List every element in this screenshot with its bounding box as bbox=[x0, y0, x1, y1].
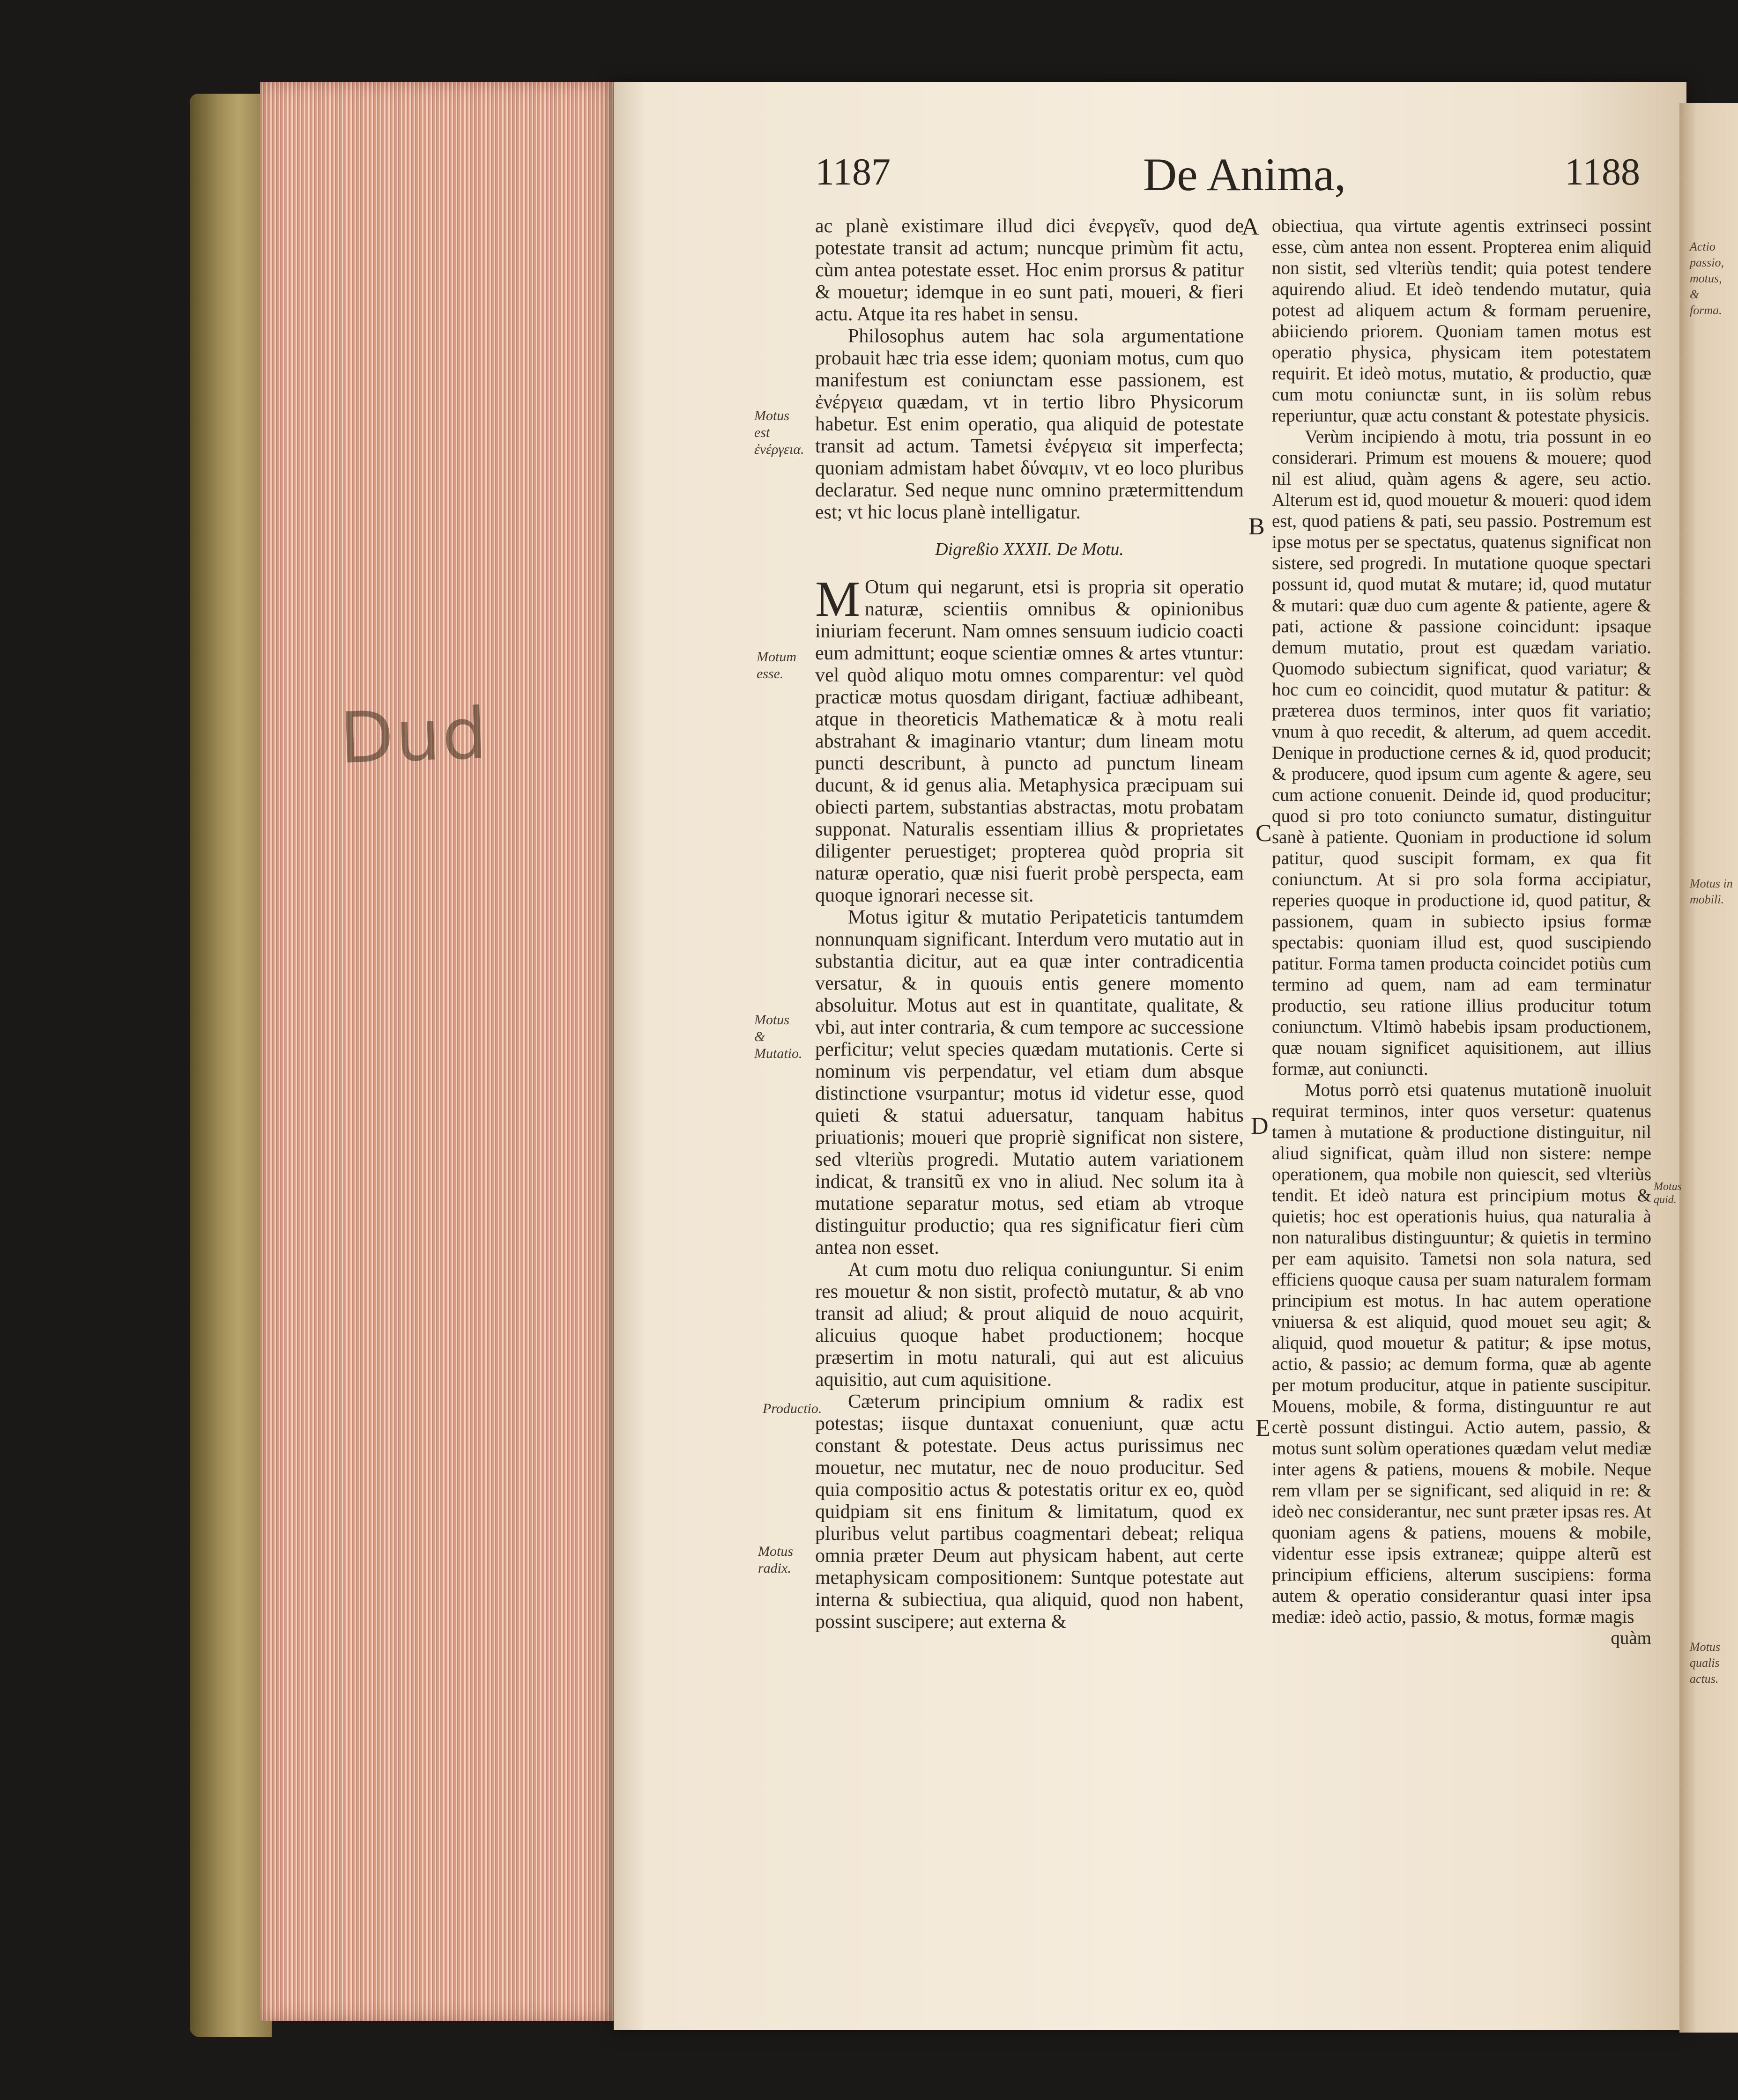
next-page-note: Motus in mobili. bbox=[1690, 877, 1733, 906]
ownership-mark: Dud bbox=[338, 693, 490, 780]
margin-note: Motum esse. bbox=[757, 649, 796, 681]
paragraph-text: Otum qui negarunt, etsi is propria sit operatio naturæ, scientiis omnibus & opinionibus iniuriam fecerunt. Nam omnes sensuum iudicio coacti eum admittunt; eoque scientiæ omnes & artes vtuntur: vel quòd aliquo motu omnes comparentur: vel quòd practicæ motus quosdam dirigant, factiuæ adhibeant, atque in theoreticis Mathematicæ & à motu reali abstrahant & imaginario vtantur; dum lineam motu puncti describunt, à puncto ad punctum lineam ducunt, & id genus alia. Metaphysica præcipuam sui obiecti partem, substantias abstractas, motu probatam supponat. Naturalis essentiam illius & proprietates diligenter peruestiget; propterea quòd propria sit naturæ operatio, quæ nisi fuerit probè perspecta, eam quoque ignorari necesse sit. bbox=[815, 577, 1244, 906]
catchword: quàm bbox=[1611, 1628, 1651, 1648]
page-edges bbox=[260, 82, 616, 2021]
paragraph: Philosophus autem hac sola argumentatione probauit hæc tria esse idem; quoniam motus, cum quo manifestum est coniunctam esse passionem, est ἐνέργεια quædam, vt in tertio libro Physicorum habetur. Est enim operatio, qua aliquid de potestate transit ad actum. Tametsi ἐνέργεια sit imperfecta; quoniam admistam habet δύναμιν, vt eo loco pluribus declaratur. Sed neque nunc omnino prætermittendum est; vt hic locus planè intelligatur. bbox=[815, 325, 1244, 523]
section-letter: D bbox=[1251, 1113, 1269, 1139]
drop-cap: M bbox=[815, 571, 861, 627]
paragraph: ac planè existimare illud dici ἐνεργεῖν, quod de potestate transit ad actum; nuncque primùm fit actu, cùm antea potestate esset. Hoc enim prorsus & patitur & mouetur; idemque in eo sunt pati, moueri, & fieri actu. Atque ita res habet in sensu. bbox=[815, 215, 1244, 325]
text-column-right bbox=[1272, 215, 1651, 1649]
book-cover-edge bbox=[190, 94, 272, 2037]
paragraph: obiectiua, qua virtute agentis extrinseci possint esse, cùm antea non essent. Propterea enim aliquid non sistit, sed vlteriùs tendit; quia potest tendere aquirendo aliud. Et ideò tendendo mutatur, quia potest ad aliquem actum & formam peruenire, abiiciendo priorem. Quoniam tamen motus est operatio physica, physicam item potestatem requirit. Et ideò motus, mutatio, & productio, quæ cum motu coniunctæ sunt, in iis solùm rebus reperiuntur, quæ actu constant & potestate physicis. bbox=[1272, 216, 1651, 426]
text-column-left bbox=[815, 215, 1244, 1633]
next-page-note: Motus qualis actus. bbox=[1690, 1640, 1720, 1686]
margin-note: Productio. bbox=[763, 1401, 822, 1416]
paragraph: Motus porrò etsi quatenus mutationẽ inuoluit requirat terminos, inter quos versetur: quatenus tamen à mutatione & productione distinguitur, nil aliud significat, quàm illud non sistere: nempe operationem, qua mobile non quiescit, sed vlteriùs tendit. Et ideò natura est principium motus & quietis; hoc est operationis huius, qua naturalia à non naturalibus distinguuntur; & quietis in termino per eam aquisito. Tametsi non sola natura, sed efficiens quoque causa per suam naturalem formam principium est motus. In hac autem operatione vniuersa & est aliquid, quod mouet seu agit; & aliquid, quod mouetur & patitur; & ipse motus, actio, & passio; ac demum forma, quæ ab agente per motum producitur, atque in patiente suscipitur. Mouens, mobile, & forma, distinguuntur re aut certè possunt distingui. Actio autem, passio, & motus sunt solùm operationes quædam velut mediæ inter agens & patiens, mouens & mobile. Neque rem vllam per se significant, sed aliquid in re: & ideò nec considerantur, nec sunt præter ipsas res. At quoniam agens & patiens, mouens & mobile, videntur esse ipsis extraneæ; quippe alterũ est principium efficiens, alterum suscipiens: forma autem & operatio considerantur quasi inter ipsa mediæ: ideò actio, passio, & motus, formæ magis bbox=[1272, 1080, 1651, 1627]
running-title: De Anima, bbox=[1143, 148, 1346, 200]
section-letter: B bbox=[1248, 513, 1265, 540]
margin-note: Motus est ἐνέργεια. bbox=[754, 408, 804, 457]
margin-note: Motus & Mutatio. bbox=[754, 1012, 802, 1061]
section-letter: A bbox=[1241, 214, 1259, 240]
paragraph: Cæterum principium omnium & radix est potestas; iisque duntaxat conueniunt, quæ actu constant & potestate. Deus actus purissimus nec mouetur, nec mutatur, nec de nouo producitur. Sed quia compositio actus & potestatis oritur ex eo, quòd quidpiam sit ens finitum & limitatum, quod ex pluribus velut partibus coagmentari debeat; reliqua omnia præter Deum aut physicam habent, aut certe metaphysicam compositionem: Suntque potestate aut interna & subiectiua, qua aliquid, quod non habent, possint suscipere; aut externa & bbox=[815, 1391, 1244, 1633]
next-page-note: Actio passio, motus, & forma. bbox=[1690, 240, 1724, 317]
page-number-left: 1187 bbox=[815, 150, 891, 193]
section-letter: C bbox=[1255, 820, 1272, 847]
digression-heading: Digreßio XXXII. De Motu. bbox=[935, 540, 1124, 559]
paragraph: At cum motu duo reliqua coniunguntur. Si enim res mouetur & non sistit, profectò mutatur, & ab vno transit ad aliud; & prout aliquid de nouo acquirit, alicuius quoque habet productionem; hocque præsertim in motu naturali, qui aut est alicuius aquisitio, aut cum aquisitione. bbox=[815, 1259, 1244, 1390]
facing-page-edge bbox=[1679, 103, 1738, 2033]
margin-note-right: Motus quid. bbox=[1654, 1181, 1682, 1206]
paragraph: Verùm incipiendo à motu, tria possunt in eo considerari. Primum est mouens & mouere; quod nil est aliud, quàm agens & agere, seu actio. Alterum est id, quod mouetur & moueri: quod idem est, quod patiens & pati, seu passio. Postremum est ipse motus per se spectatus, quatenus significat non sistere, sed progredi. In mutatione quoque spectari possunt id, quod mutat & mutare; id, quod mutatur & mutari: quæ duo cum agente & patiente, agere & pati, actione & passione coincidunt: ipsaque demum mutatio, prout est quædam variatio. Quomodo subiectum significat, quod variatur; & hoc cum eo coincidit, quod mutatur & patitur: & præterea duos terminos, inter quos fit variatio; vnum à quo recedit, & alterum, ad quem accedit. Denique in productione cernes & id, quod producit; & producere, quod ipsum cum agente & agere, seu cum actione conuenit. Deinde id, quod producitur; quod si pro toto coniuncto sumatur, distinguitur sanè à patiente. Quoniam in productione id solum patitur, quod suscipit formam, ex qua fit coniunctum. At si pro sola forma accipiatur, reperies quoque in productione id, quod patitur, & passionem, quam in subiecto ipsius formæ spectabis: quoniam illud est, quod suscipiendo patitur. Forma tamen producta coincidet potiùs cum termino ad quem, nam ad eam terminatur productio, seu ratione illius producitur totum coniunctum. Vltimò habebis ipsam productionem, quæ nouam significet aquisitionem, aut illius formæ, aut coniuncti. bbox=[1272, 427, 1651, 1079]
paragraph bbox=[815, 571, 1244, 907]
section-letter: E bbox=[1255, 1415, 1270, 1442]
margin-note: Motus radix. bbox=[758, 1544, 793, 1576]
paragraph: Motus igitur & mutatio Peripateticis tantumdem nonnunquam significant. Interdum vero mutatio aut in substantia dicitur, aut ea quæ inter contradicentia versatur, & in quouis entis genere momento absoluitur. Motus aut est in quantitate, qualitate, & vbi, aut inter contraria, & cum tempore ac successione perficitur; velut species quædam mutationis. Certe si nominum vis perpendatur, vel etiam dum absque distinctione vsurpantur; motus id videtur esse, quod quieti & statui aduersatur, tanquam habitus priuationis; moueri que propriè significat non sistere, sed vlteriùs progredi. Mutatio autem variationem indicat, & transitũ ex vno in aliud. Nec solum ita à mutatione separatur motus, sed etiam ab vtroque distinguitur productio; qua res significatur fieri cùm antea non esset. bbox=[815, 907, 1244, 1258]
page-number-right: 1188 bbox=[1565, 150, 1640, 193]
